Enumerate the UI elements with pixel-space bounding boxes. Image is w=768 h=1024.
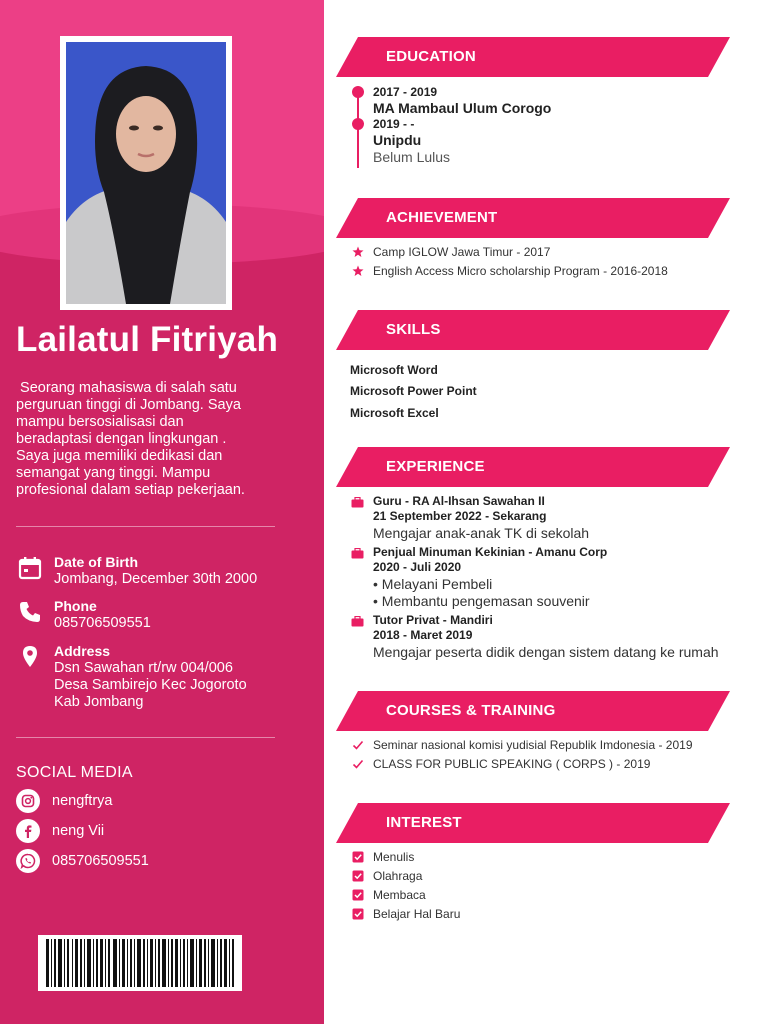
star-icon <box>352 246 364 258</box>
achievement-text: Camp IGLOW Jawa Timur - 2017 <box>373 245 551 259</box>
checkmark-icon <box>352 739 364 751</box>
phone-value: 085706509551 <box>54 615 151 631</box>
course-text: CLASS FOR PUBLIC SPEAKING ( CORPS ) - 2019 <box>373 757 651 771</box>
interest-text: Belajar Hal Baru <box>373 907 461 921</box>
experience-period: 2020 - Juli 2020 <box>373 560 462 574</box>
experience-description: • Membantu pengemasan souvenir <box>373 593 590 609</box>
address-label: Address <box>54 643 111 659</box>
course-text: Seminar nasional komisi yudisial Republik Imdonesia - 2019 <box>373 738 693 752</box>
experience-role: Tutor Privat - Mandiri <box>373 613 493 627</box>
sidebar-divider-top <box>16 526 275 527</box>
experience-role: Guru - RA Al-Ihsan Sawahan II <box>373 494 545 508</box>
profile-name: Lailatul Fitriyah <box>16 320 279 359</box>
whatsapp-number: 085706509551 <box>52 853 149 869</box>
education-years: 2017 - 2019 <box>373 85 438 99</box>
star-icon <box>352 265 364 277</box>
contact-dob <box>16 554 306 594</box>
skill-item: Microsoft Power Point <box>350 384 477 398</box>
education-years: 2019 - - <box>373 117 415 131</box>
education-school: MA Mambaul Ulum Corogo <box>373 100 552 116</box>
social-facebook[interactable] <box>16 819 306 843</box>
sidebar <box>0 0 324 1024</box>
barcode <box>38 935 242 991</box>
facebook-handle: neng Vii <box>52 823 105 839</box>
address-value: Dsn Sawahan rt/rw 004/006 Desa Sambirejo Kec Jogoroto Kab Jombang <box>54 660 247 710</box>
checkbox-icon <box>352 889 364 901</box>
education-timeline-dot <box>352 86 364 98</box>
checkbox-icon <box>352 870 364 882</box>
education-school: Unipdu <box>373 132 422 148</box>
achievement-title: ACHIEVEMENT <box>386 209 498 226</box>
achievement-banner <box>336 198 730 238</box>
interest-banner <box>336 803 730 843</box>
briefcase-icon <box>351 616 364 627</box>
facebook-icon <box>16 819 40 843</box>
phone-icon <box>16 598 44 626</box>
experience-period: 2018 - Maret 2019 <box>373 628 473 642</box>
checkbox-icon <box>352 851 364 863</box>
skill-item: Microsoft Excel <box>350 406 439 420</box>
experience-role: Penjual Minuman Kekinian - Amanu Corp <box>373 545 608 559</box>
interest-title: INTEREST <box>386 814 462 831</box>
interest-text: Menulis <box>373 850 415 864</box>
courses-banner <box>336 691 730 731</box>
social-instagram[interactable] <box>16 789 306 813</box>
location-pin-icon <box>16 643 44 671</box>
experience-description: Mengajar peserta didik dengan sistem datang ke rumah <box>373 644 719 660</box>
courses-title: COURSES & TRAINING <box>386 702 556 719</box>
skill-item: Microsoft Word <box>350 363 438 377</box>
skills-banner <box>336 310 730 350</box>
education-title: EDUCATION <box>386 48 476 65</box>
checkbox-icon <box>352 908 364 920</box>
experience-description: Mengajar anak-anak TK di sekolah <box>373 525 590 541</box>
skills-title: SKILLS <box>386 321 441 338</box>
dob-label: Date of Birth <box>54 554 138 570</box>
calendar-icon <box>16 554 44 582</box>
experience-description: • Melayani Pembeli <box>373 576 493 592</box>
experience-banner <box>336 447 730 487</box>
whatsapp-icon <box>16 849 40 873</box>
instagram-handle: nengftrya <box>52 793 113 809</box>
interest-text: Olahraga <box>373 869 423 883</box>
briefcase-icon <box>351 497 364 508</box>
briefcase-icon <box>351 548 364 559</box>
interest-text: Membaca <box>373 888 426 902</box>
social-whatsapp[interactable] <box>16 849 306 873</box>
sidebar-divider-bottom <box>16 737 275 738</box>
experience-period: 21 September 2022 - Sekarang <box>373 509 547 523</box>
dob-value: Jombang, December 30th 2000 <box>54 571 258 587</box>
education-timeline-dot <box>352 118 364 130</box>
achievement-text: English Access Micro scholarship Program - 2016-2018 <box>373 264 668 278</box>
contact-phone <box>16 598 306 638</box>
profile-photo-frame <box>60 36 232 310</box>
profile-bio: Seorang mahasiswa di salah satu perguruan tinggi di Jombang. Saya mampu bersosialisasi dan beradaptasi dengan lingkungan . Saya juga memiliki dedikasi dan semangat yang tinggi. Mampu profesional dalam setiap pekerjaan. <box>16 380 245 498</box>
experience-title: EXPERIENCE <box>386 458 485 475</box>
education-banner <box>336 37 730 77</box>
social-media-title: SOCIAL MEDIA <box>16 764 133 781</box>
contact-address <box>16 643 306 713</box>
instagram-icon <box>16 789 40 813</box>
phone-label: Phone <box>54 598 97 614</box>
profile-photo <box>66 42 226 304</box>
education-note: Belum Lulus <box>373 149 451 165</box>
checkmark-icon <box>352 758 364 770</box>
